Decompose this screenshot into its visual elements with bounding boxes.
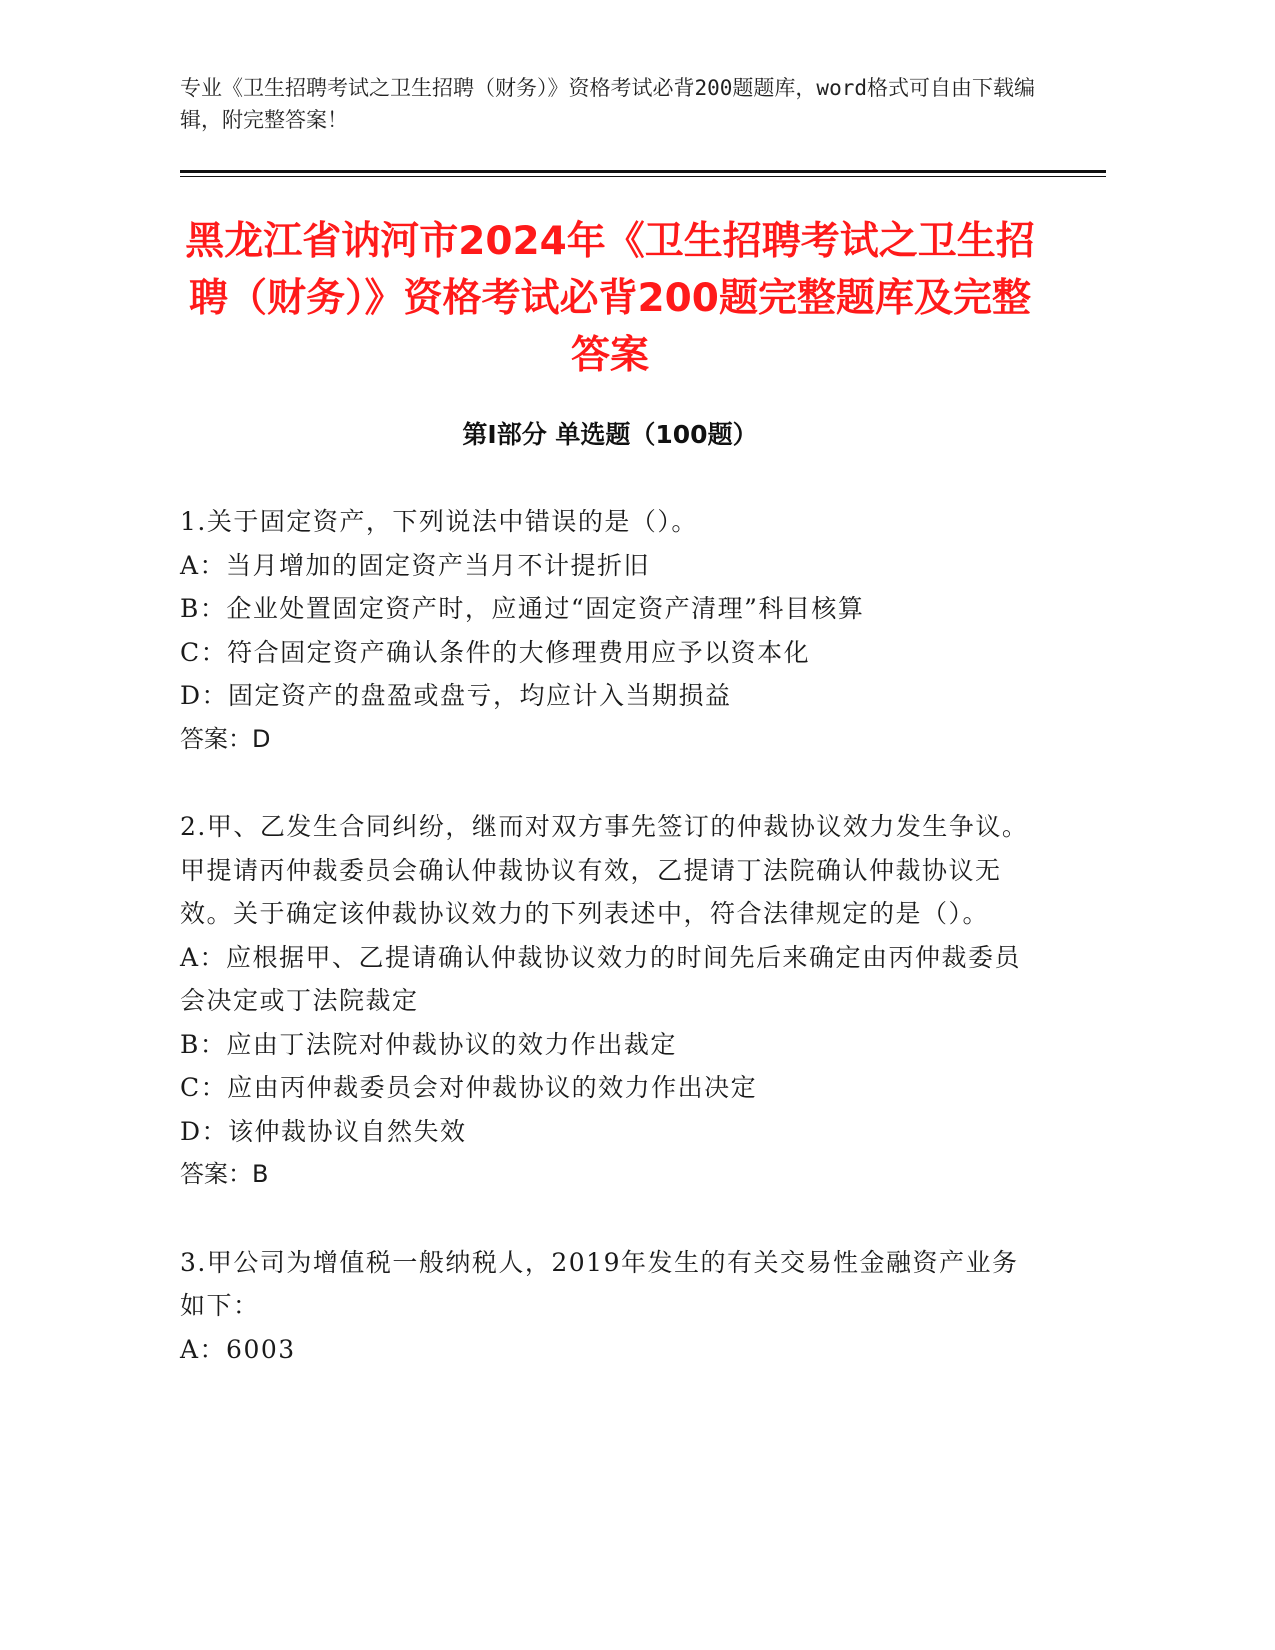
option-b: B：应由丁法院对仲裁协议的效力作出裁定 bbox=[180, 1029, 677, 1059]
option-c: C：符合固定资产确认条件的大修理费用应予以资本化 bbox=[180, 637, 811, 667]
header-note: 专业《卫生招聘考试之卫生招聘（财务）》资格考试必背200题题库，word格式可自由下载编辑，附完整答案！ bbox=[180, 76, 1035, 132]
option-a: A：6003 bbox=[180, 1334, 296, 1364]
option-a: A：当月增加的固定资产当月不计提折旧 bbox=[180, 550, 651, 580]
header-divider-thin bbox=[180, 176, 1106, 177]
question-3 bbox=[180, 1241, 1040, 1372]
question-stem: 2.甲、乙发生合同纠纷，继而对双方事先签订的仲裁协议效力发生争议。甲提请丙仲裁委员会确认仲裁协议有效，乙提请丁法院确认仲裁协议无效。关于确定该仲裁协议效力的下列表述中，符合法律规定的是（）。 bbox=[180, 812, 1029, 928]
question-list bbox=[180, 500, 1040, 1415]
question-1 bbox=[180, 500, 1040, 761]
question-2 bbox=[180, 805, 1040, 1197]
option-c: C：应由丙仲裁委员会对仲裁协议的效力作出决定 bbox=[180, 1073, 758, 1102]
header-divider-thick bbox=[180, 170, 1106, 173]
document-title: 黑龙江省讷河市2024年《卫生招聘考试之卫生招聘（财务）》资格考试必背200题完整题库及完整答案 bbox=[185, 219, 1035, 378]
question-stem: 3.甲公司为增值税一般纳税人，2019年发生的有关交易性金融资产业务如下： bbox=[180, 1247, 1019, 1320]
option-a: A：应根据甲、乙提请确认仲裁协议效力的时间先后来确定由丙仲裁委员会决定或丁法院裁定 bbox=[180, 942, 1022, 1015]
answer: 答案：B bbox=[180, 1160, 269, 1188]
question-stem: 1.关于固定资产，下列说法中错误的是（）。 bbox=[180, 507, 698, 536]
section-title: 第Ⅰ部分 单选题（100题） bbox=[462, 420, 758, 449]
option-b: B：企业处置固定资产时，应通过“固定资产清理”科目核算 bbox=[180, 594, 865, 623]
option-d: D：该仲裁协议自然失效 bbox=[180, 1116, 467, 1146]
answer: 答案：D bbox=[180, 724, 271, 753]
option-d: D：固定资产的盘盈或盘亏，均应计入当期损益 bbox=[180, 681, 732, 710]
